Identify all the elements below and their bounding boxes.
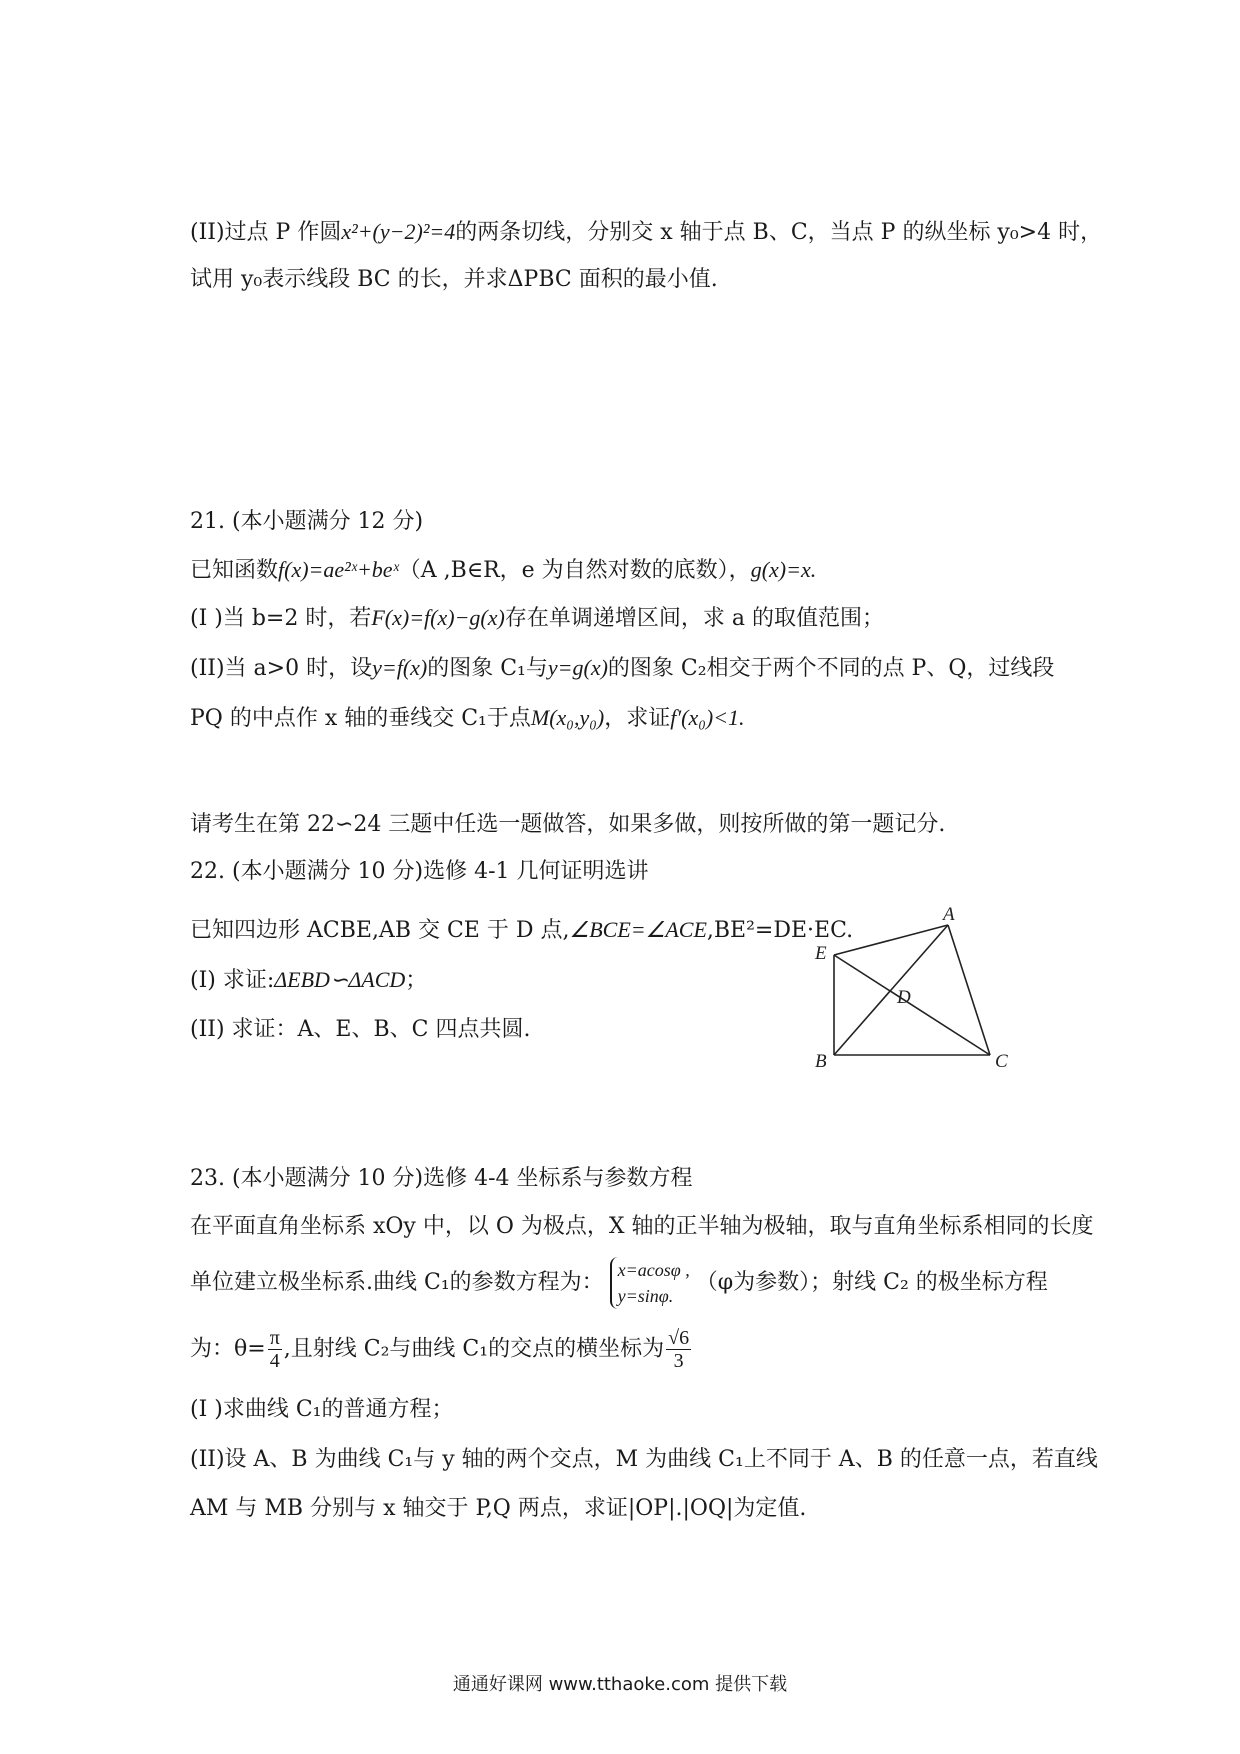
label-B: B xyxy=(815,1051,827,1072)
label-E: E xyxy=(815,943,827,964)
segment-EA xyxy=(834,925,948,955)
angle-equality: ∠BCE=∠ACE xyxy=(569,917,707,942)
label-C: C xyxy=(995,1051,1008,1072)
q20-line-1: (II)过点 P 作圆x²+(y−2)²=4的两条切线，分别交 x 轴于点 B、C，当点 P 的纵坐标 y₀>4 时， xyxy=(190,219,1103,245)
footer-credit: 通通好课网 www.tthaoke.com 提供下载 xyxy=(452,1674,788,1695)
label-D: D xyxy=(897,987,911,1008)
segment-AB xyxy=(834,925,948,1055)
fraction-pi-over-4: $\frac{\pi}{4}$ xyxy=(269,1327,280,1372)
quadrilateral-figure xyxy=(805,905,1030,1075)
fraction-root6-over-3: $\frac{√6}{3}$ xyxy=(668,1327,690,1372)
q23-line-1: 在平面直角坐标系 xOy 中，以 O 为极点，X 轴的正半轴为极轴，取与直角坐标系相同的长度 xyxy=(190,1214,1094,1239)
function-F: F(x)=f(x)−g(x) xyxy=(371,605,505,630)
segment-EC xyxy=(834,955,990,1055)
similar-triangles: ΔEBD∽ΔACD xyxy=(274,967,406,992)
function-g: g(x)=x. xyxy=(750,557,817,582)
q22-header: 22. (本小题满分 10 分)选修 4-1 几何证明选讲 xyxy=(190,859,649,884)
q20-line-2: 试用 y₀表示线段 BC 的长，并求ΔPBC 面积的最小值. xyxy=(190,267,718,292)
q21-header: 21. (本小题满分 12 分) xyxy=(190,509,424,534)
function-f: f(x)=ae²ˣ+beˣ xyxy=(278,557,399,582)
parametric-equation: x=acosφ , y=sinφ. xyxy=(610,1257,690,1309)
q22-line-1: 已知四边形 ACBE,AB 交 CE 于 D 点,∠BCE=∠ACE,BE²=DE·EC. xyxy=(190,917,854,943)
q23-line-4: (I )求曲线 C₁的普通方程； xyxy=(190,1397,454,1422)
choose-note: 请考生在第 22∽24 三题中任选一题做答，如果多做，则按所做的第一题记分. xyxy=(190,812,946,837)
q23-line-3: 为：θ= $\frac{\pi}{4}$ ,且射线 C₂与曲线 C₁的交点的横坐标为 $\frac{√6}{3}$ xyxy=(190,1327,690,1372)
q22-line-2: (Ⅰ) 求证:ΔEBD∽ΔACD； xyxy=(190,967,428,993)
q21-line-3: (II)当 a>0 时，设y=f(x)的图象 C₁与y=g(x)的图象 C₂相交于两个不同的点 P、Q，过线段 xyxy=(190,655,1055,681)
segment-AC xyxy=(948,925,990,1055)
q23-line-5: (II)设 A、B 为曲线 C₁与 y 轴的两个交点，M 为曲线 C₁上不同于 A、B 的任意一点，若直线 xyxy=(190,1447,1098,1472)
circle-equation: x²+(y−2)²=4 xyxy=(341,219,456,244)
q23-line-2: 单位建立极坐标系.曲线 C₁的参数方程为： x=acosφ , y=sinφ. （φ为参数）；射线 C₂ 的极坐标方程 xyxy=(190,1257,1048,1309)
q21-line-1: 已知函数f(x)=ae²ˣ+beˣ（A ,B∈R，e 为自然对数的底数），g(x)=x. xyxy=(190,557,817,583)
q21-line-4: PQ 的中点作 x 轴的垂线交 C₁于点M(x₀,y₀)，求证f′(x₀)<1. xyxy=(190,705,745,731)
q23-header: 23. (本小题满分 10 分)选修 4-4 坐标系与参数方程 xyxy=(190,1166,693,1191)
point-M: M(x₀,y₀) xyxy=(530,705,605,730)
q21-line-2: (I )当 b=2 时，若F(x)=f(x)−g(x)存在单调递增区间，求 a 的取值范围； xyxy=(190,605,884,631)
q22-line-3: (ⅠⅠ) 求证：A、E、B、C 四点共圆. xyxy=(190,1017,531,1042)
label-A: A xyxy=(943,905,955,925)
q23-line-6: AM 与 MB 分别与 x 轴交于 P,Q 两点，求证|OP|.|OQ|为定值. xyxy=(190,1496,807,1521)
